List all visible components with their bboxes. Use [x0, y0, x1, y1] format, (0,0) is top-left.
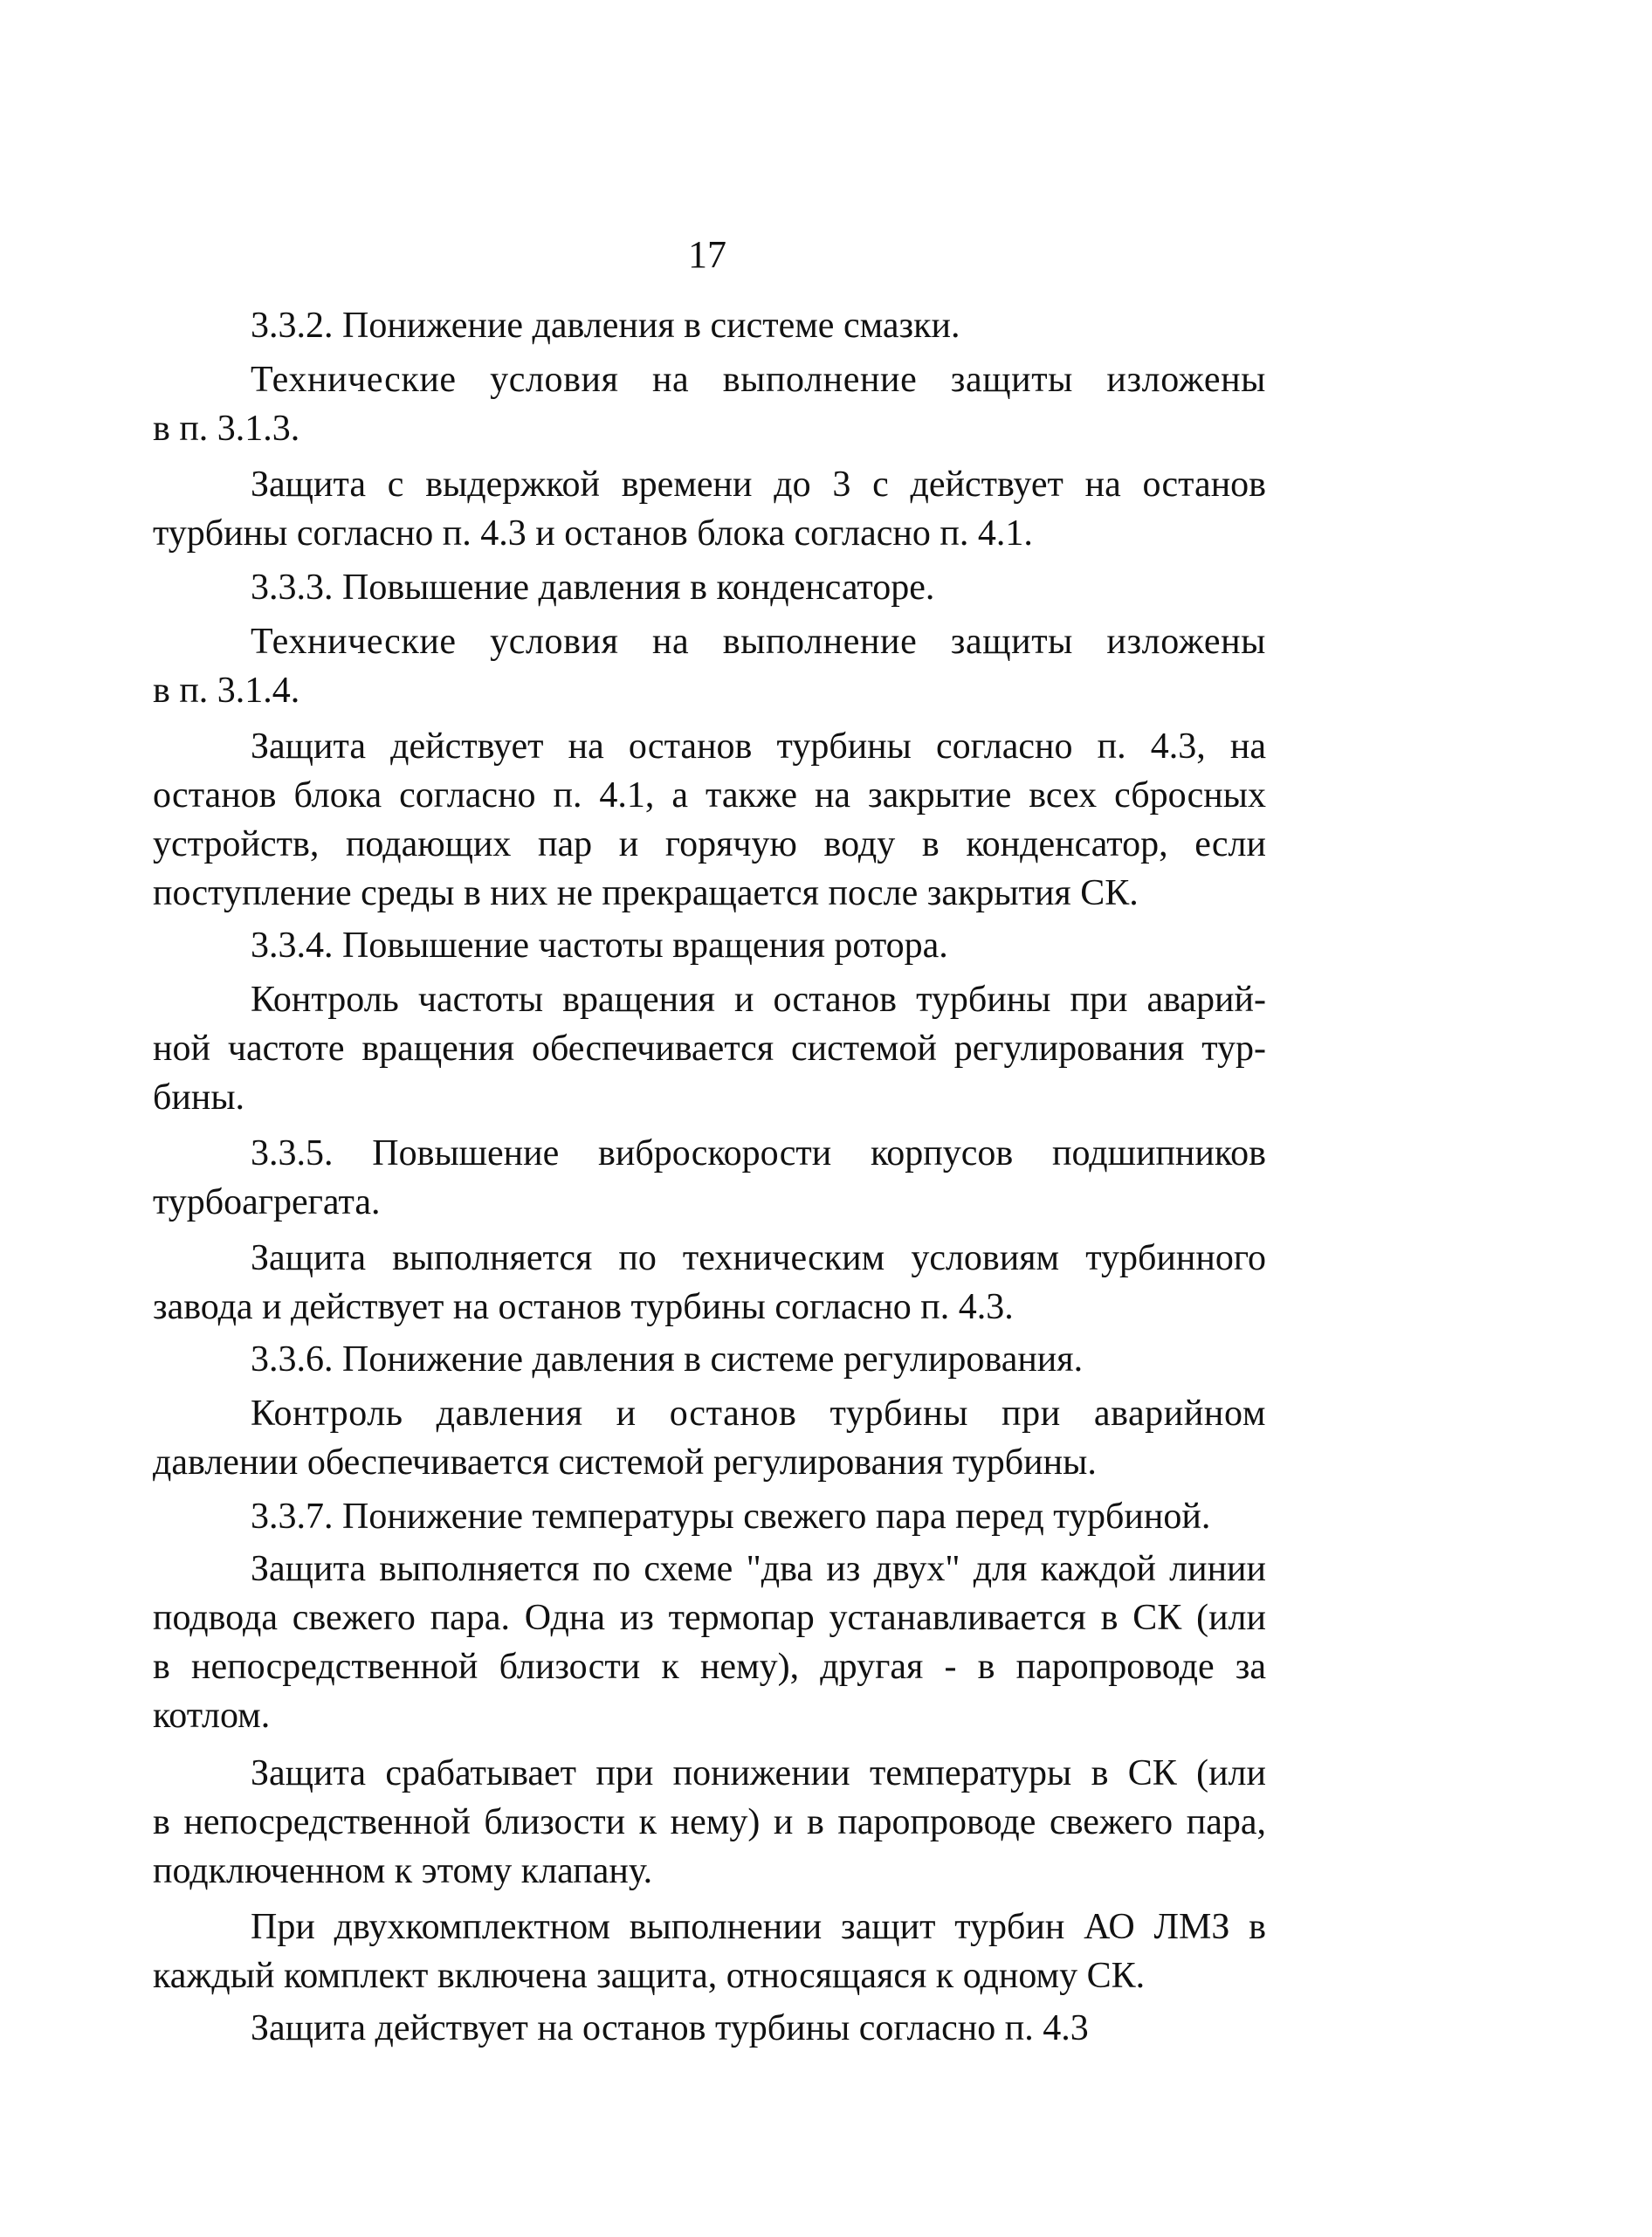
text-line: Защита срабатывает при понижении температуры в СК (или: [251, 1753, 1266, 1793]
heading-3-3-3: 3.3.3. Повышение давления в конденсаторе.: [251, 568, 935, 608]
text-line: устройств, подающих пар и горячую воду в конденсатор, если: [153, 824, 1266, 864]
text-line: Защита выполняется по схеме "два из двух" для каждой линии: [251, 1549, 1266, 1589]
heading-3-3-6: 3.3.6. Понижение давления в системе регулирования.: [251, 1339, 1084, 1380]
text-line: давлении обеспечивается системой регулирования турбины.: [153, 1442, 1097, 1483]
text-line: останов блока согласно п. 4.1, а также на закрытие всех сбросных: [153, 775, 1266, 816]
text-line: в п. 3.1.4.: [153, 671, 300, 711]
text-line: Контроль частоты вращения и останов турбины при аварий-: [251, 980, 1266, 1020]
text-line: Контроль давления и останов турбины при аварийном: [251, 1394, 1266, 1434]
text-line: поступление среды в них не прекращается после закрытия СК.: [153, 873, 1139, 913]
heading-3-3-7: 3.3.7. Понижение температуры свежего пара перед турбиной.: [251, 1497, 1211, 1537]
text-line: в непосредственной близости к нему), другая - в паропроводе за: [153, 1647, 1266, 1687]
page-number: 17: [688, 233, 726, 276]
text-line: завода и действует на останов турбины согласно п. 4.3.: [153, 1287, 1014, 1327]
text-line: Защита с выдержкой времени до 3 с действует на останов: [251, 465, 1266, 505]
heading-3-3-2: 3.3.2. Понижение давления в системе смазки.: [251, 306, 960, 346]
text-line: турбины согласно п. 4.3 и останов блока согласно п. 4.1.: [153, 513, 1033, 554]
text-line: Технические условия на выполнение защиты изложены: [251, 360, 1266, 400]
text-line: Защита действует на останов турбины согласно п. 4.3: [251, 2008, 1089, 2048]
text-line: турбоагрегата.: [153, 1182, 381, 1222]
text-line: бины.: [153, 1077, 245, 1118]
text-line: Защита действует на останов турбины согласно п. 4.3, на: [251, 726, 1266, 767]
text-line: в п. 3.1.3.: [153, 409, 300, 449]
text-line: Технические условия на выполнение защиты изложены: [251, 622, 1266, 662]
text-line: каждый комплект включена защита, относящаяся к одному СК.: [153, 1956, 1146, 1996]
text-line: При двухкомплектном выполнении защит турбин АО ЛМЗ в: [251, 1907, 1266, 1947]
text-line: подвода свежего пара. Одна из термопар устанавливается в СК (или: [153, 1598, 1266, 1638]
heading-3-3-5: 3.3.5. Повышение виброскорости корпусов подшипников: [251, 1133, 1266, 1174]
text-line: в непосредственной близости к нему) и в паропроводе свежего пара,: [153, 1802, 1266, 1842]
body-text: [153, 301, 1266, 2053]
text-line: Защита выполняется по техническим условиям турбинного: [251, 1238, 1266, 1278]
text-line: подключенном к этому клапану.: [153, 1851, 653, 1891]
text-line: ной частоте вращения обеспечивается системой регулирования тур-: [153, 1029, 1266, 1069]
text-line: котлом.: [153, 1696, 271, 1736]
heading-3-3-4: 3.3.4. Повышение частоты вращения ротора.: [251, 926, 948, 966]
